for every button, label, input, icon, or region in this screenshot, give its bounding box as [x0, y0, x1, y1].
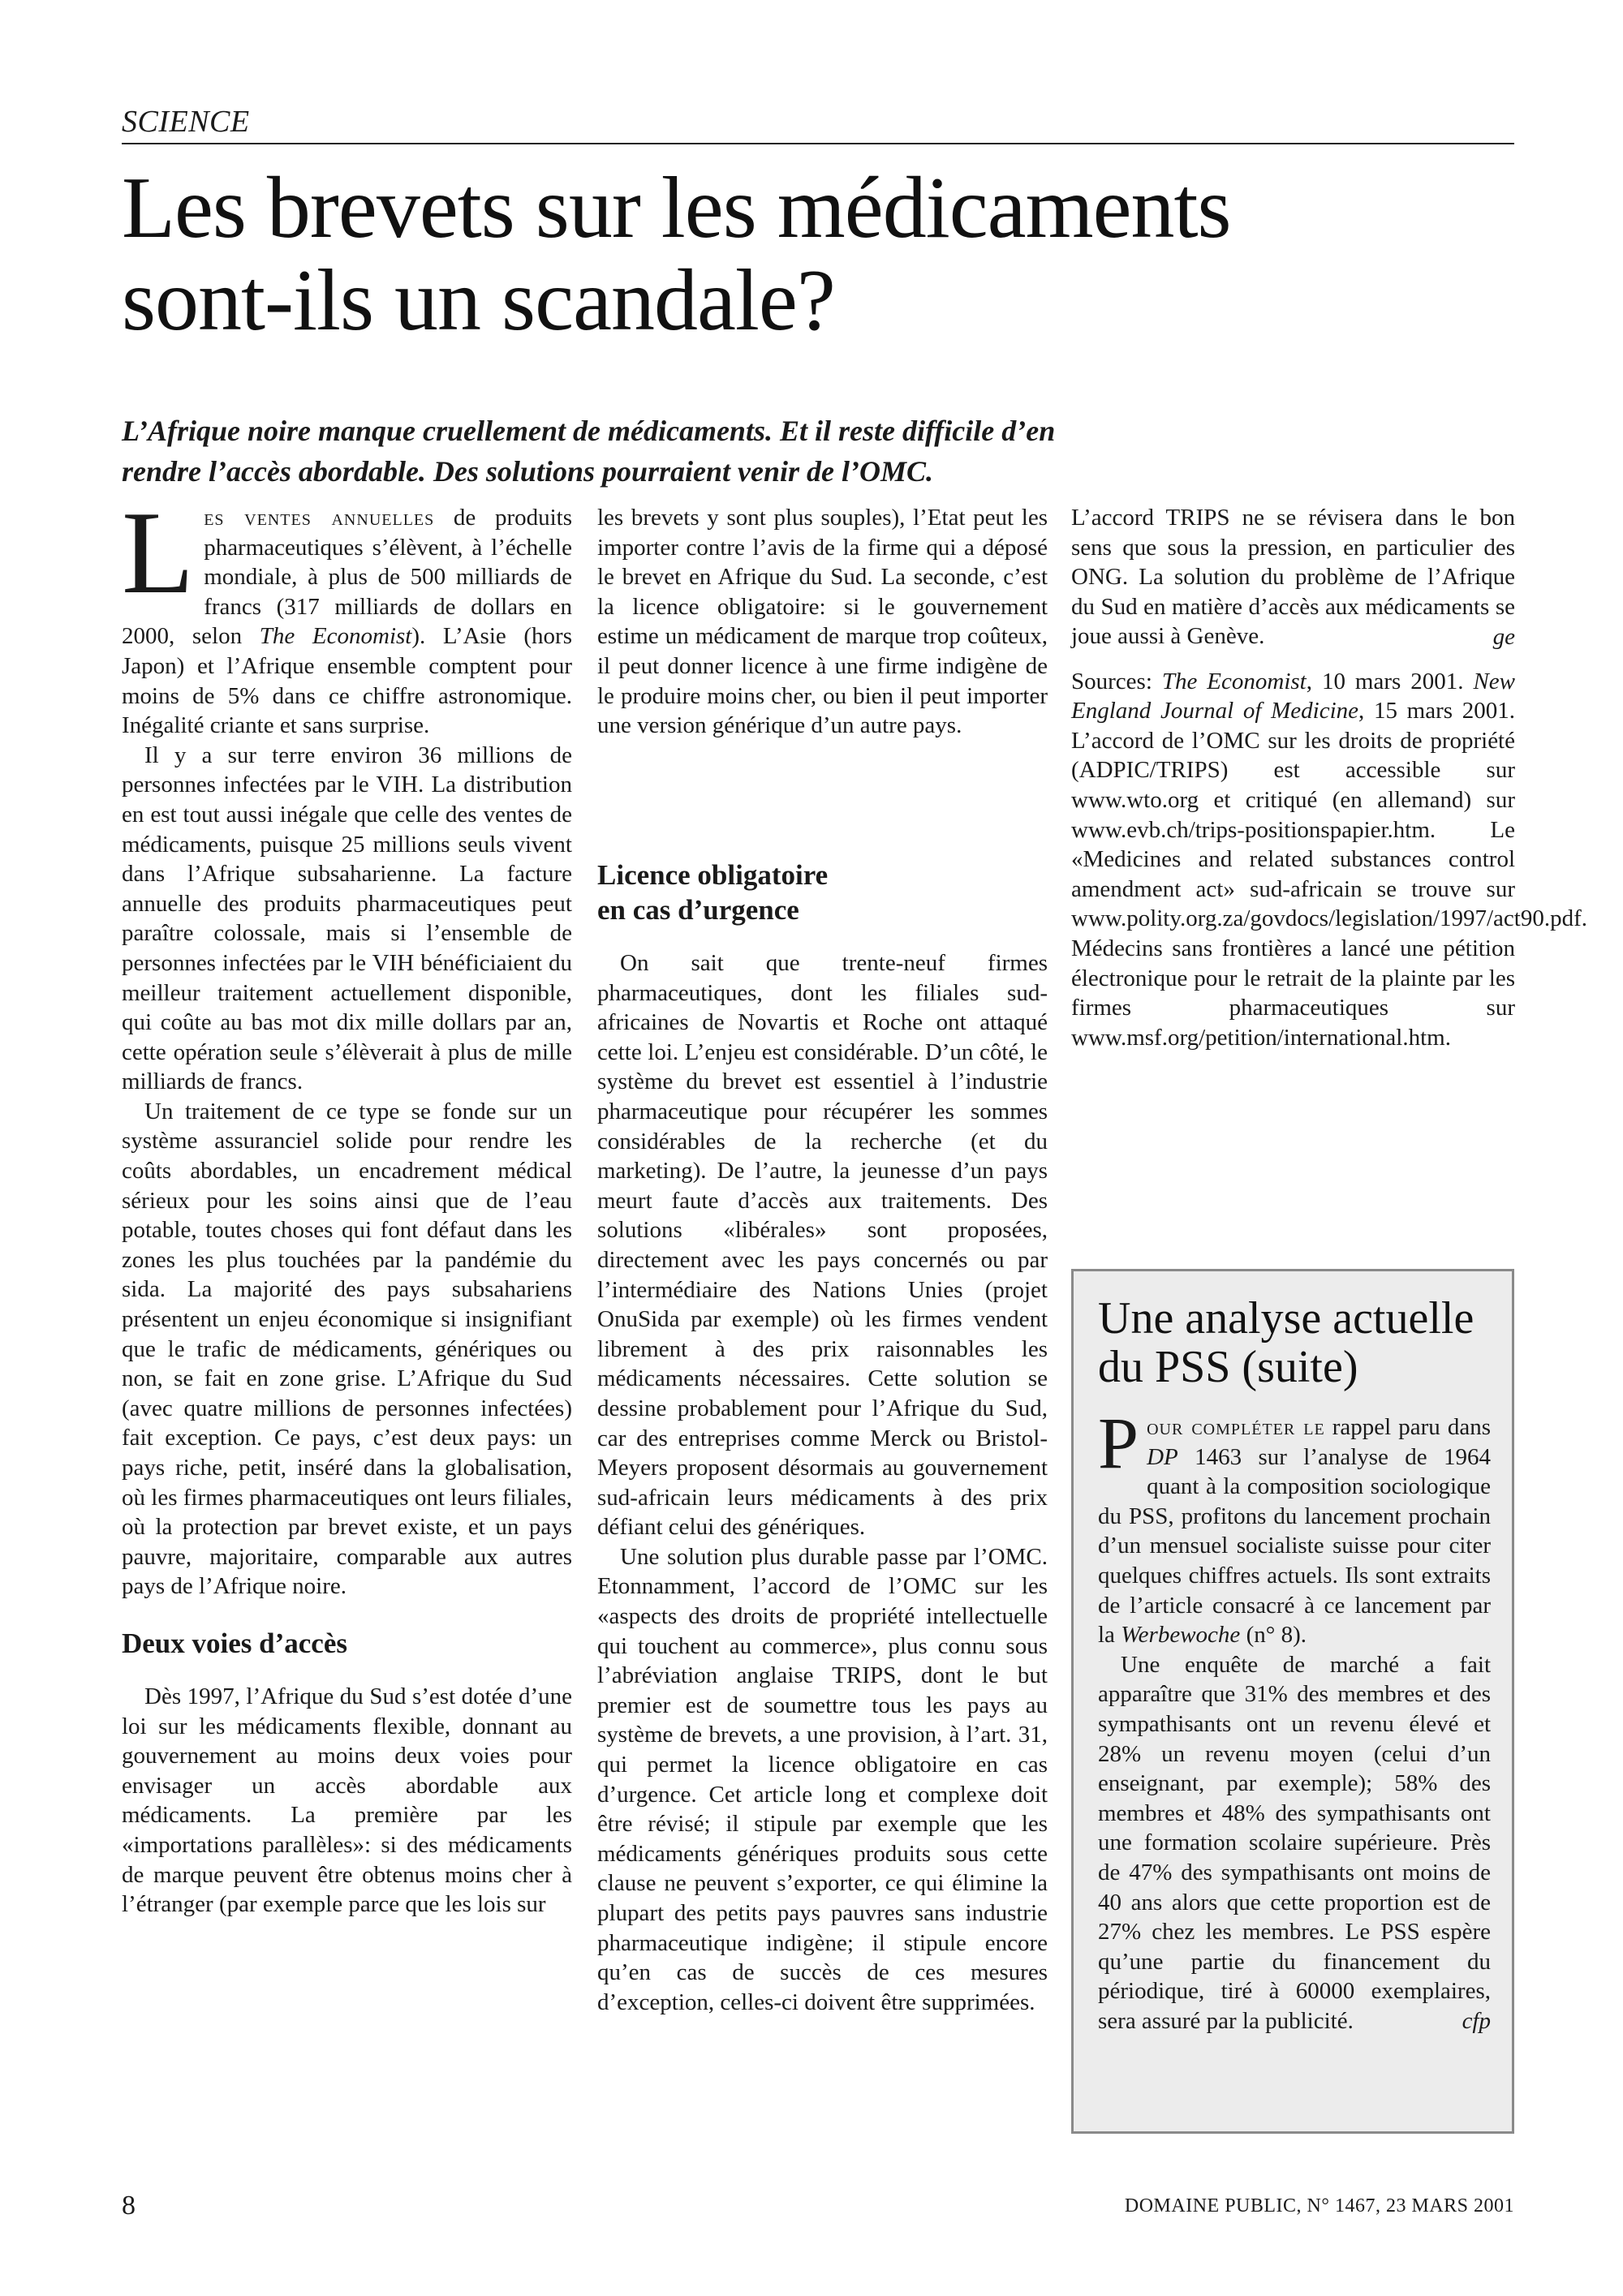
headline-line-1: Les brevets sur les médicaments — [122, 160, 1231, 256]
article-paragraph-continued: les brevets y sont plus souples), l’Etat peut les importer contre l’avis de la firme qui a déposé le brevet en Afrique du Sud. La seconde, c’est la licence obligatoire: si le gouvernement estime un médicament de marque trop coûteux, il peut donner licence à une firme indigène de le produire moins cher, ou bien il peut importer une version générique d’un autre pays. — [597, 505, 1048, 739]
article-paragraph-flow: Une solution plus durable passe par l’OMC. Etonnamment, l’accord de l’OMC sur les «aspects des droits de propriété intellectuelle qui touchent au commerce», plus connu sous l’abréviation anglaise TRIPS, dont le but premier est de soumettre tous les pays au système de brevets, a une provision, à l’art. 31, qui permet la licence obligatoire en cas d’urgence. Cet article long et complexe doit être révisé; il stipule par exemple que les médicaments génériques produits sous cette clause ne peuvent s’exporter, ce qui élimine la plupart des petits pays pauvres sans industrie pharmaceutique indigène; il stipule encore qu’en cas de succès de ces mesures d’exception, celles-ci doivent être supprimées. — [597, 1543, 1048, 2015]
sidebar-small-caps: our compléter le — [1147, 1414, 1325, 1440]
article-paragraph-flow: Dès 1997, l’Afrique du Sud s’est dotée d’une loi sur les médicaments flexible, donnant au gouvernement au moins deux voies pour envisager un accès abordable aux médicaments. La première par les «importations parallèles»: si des médicaments de marque peuvent être obtenus moins cher à l’étranger (par exemple parce que les lois sur — [122, 1683, 572, 1918]
intro-text-a: de produits pharmaceutiques s’élèvent, à l’échelle mondiale, à plus de 500 milliards de francs (317 milliards de dollars en 2000, selon — [122, 505, 572, 650]
subheading-deux-voies: Deux voies d’accès — [122, 1627, 348, 1659]
article-paragraph: On sait que trente-neuf firmes pharmaceutiques, dont les filiales sud-africaines de Novartis et Roche ont attaqué cette loi. L’enjeu est considérable. D’un côté, le système du brevet est essentiel à l’industrie pharmaceutique pour récupérer les sommes considérables de la recherche (et du marketing). De l’autre, la jeunesse d’un pays meurt faute d’accès aux traitements. Des solutions «libérales» sont proposées, directement avec les pays concernés ou par l’intermédiaire des Nations Unies (projet OnuSida par exemple) où les firmes vendent librement à des prix raisonnables les médicaments nécessaires. Cette solution se dessine probablement pour l’Afrique du Sud, car des entreprises comme Merck ou Bristol-Meyers proposent désormais au gouvernement sud-africain leurs médicaments à des prix défiant celui des génériques. — [597, 950, 1048, 1541]
sidebar-text-c: (n° 8). — [1240, 1622, 1307, 1649]
article-column-1 — [122, 487, 573, 1920]
subheading-licence-line-1: Licence obligatoire — [597, 859, 829, 891]
sidebar-text-b: 1463 sur l’analyse de 1964 quant à la composition sociologique du PSS, profitons du lancement prochain d’un mensuel socialiste suisse pour citer quelques chiffres actuels. Ils sont extraits de l’article consacré à ce lancement par la — [1098, 1443, 1491, 1649]
page-number: 8 — [122, 2191, 136, 2221]
sidebar-drop-cap: P — [1098, 1404, 1139, 1484]
sidebar-paragraph-intro — [1098, 1404, 1491, 1650]
sidebar-werbewoche: Werbewoche — [1121, 1622, 1241, 1649]
article-paragraph-continued: L’accord TRIPS ne se révisera dans le bon sens que sous la pression, en particulier des ONG. La solution du problème de l’Afrique du Sud en matière d’accès aux médicaments se joue aussi à Genève. — [1071, 505, 1515, 650]
drop-cap: L — [122, 487, 195, 618]
sidebar-title-line-1: Une analyse actuelle — [1098, 1293, 1474, 1344]
source-nejm: New England Journal of Medicine — [1071, 668, 1516, 724]
lede-line-2: rendre l’accès abordable. Des solutions pourraient venir de l’OMC. — [122, 455, 934, 488]
sources-label: Sources: — [1071, 668, 1162, 694]
sidebar-box — [1071, 1269, 1514, 2134]
sidebar-signature: cfp — [1462, 2007, 1491, 2034]
headline-line-2: sont-ils un scandale? — [122, 252, 835, 349]
publication-footer: DOMAINE PUBLIC, N° 1467, 23 MARS 2001 — [1124, 2195, 1514, 2216]
sources-text-2: , 15 mars 2001. L’accord de l’OMC sur les droits de propriété (ADPIC/TRIPS) est accessible sur www.wto.org et critiqué (en allemand) sur www.evb.ch/trips-positionspapier.htm. Le «Medicines and related substances control amendment act» sud-africain se trouve sur www.polity.org.za/govdocs/legislation/1997/act90.pdf. — [1071, 698, 1588, 932]
article-paragraph-intro — [122, 487, 573, 741]
sidebar-title — [1098, 1294, 1491, 1391]
section-rubric: SCIENCE — [122, 104, 1514, 144]
intro-text-b: ). L’Asie (hors Japon) et l’Afrique ensemble comptent pour moins de 5% dans ce chiffre astronomique. Inégalité criante et sans surprise. — [122, 623, 573, 739]
article-paragraph: Il y a sur terre environ 36 millions de personnes infectées par le VIH. La distribution en est tout aussi inégale que celle des ventes de médicaments, puisque 25 millions seuls vivent dans l’Afrique subsaharienne. La facture annuelle des produits pharmaceutiques peut paraître colossale, mais si l’ensemble de personnes infectées par le VIH bénéficiaient du meilleur traitement actuellement disponible, qui coûte au bas mot dix mille dollars par an, cette opération seule s’élèverait à plus de mille milliards de francs. — [122, 742, 572, 1095]
msf-note: Médecins sans frontières a lancé une pétition électronique pour le retrait de la plainte par les firmes pharmaceutiques sur www.msf.org/petition/international.htm. — [1071, 935, 1515, 1051]
sidebar-paragraph — [1098, 1650, 1491, 2036]
publication-name: The Economist — [259, 623, 412, 650]
subheading-licence-line-2: en cas d’urgence — [597, 894, 799, 926]
author-signature: ge — [1492, 623, 1515, 650]
lede-line-1: L’Afrique noire manque cruellement de médicaments. Et il reste difficile d’en — [122, 415, 1056, 447]
article-column-3 — [1071, 503, 1588, 1052]
sidebar-body — [1098, 1404, 1491, 2036]
intro-small-caps: es ventes annuelles — [204, 505, 435, 531]
sidebar-text-a: rappel paru dans — [1324, 1414, 1491, 1440]
sources-note — [1071, 667, 1588, 934]
sidebar-dp-reference: DP — [1147, 1443, 1178, 1470]
sidebar-title-line-2: du PSS (suite) — [1098, 1342, 1358, 1392]
article-headline — [122, 162, 1514, 347]
subheading-licence — [597, 858, 1048, 927]
sidebar-paragraph-text: Une enquête de marché a fait apparaître que 31% des membres et des sympathisants ont un revenu élevé et 28% un revenu moyen (celui d’un enseignant, par exemple); 58% des membres et 48% des sympathisants ont une formation scolaire supérieure. Près de 47% des sympathisants ont moins de 40 ans alors que cette proportion est de 27% chez les membres. Le PSS espère qu’une partie du financement du périodique, tiré à 60000 exemplaires, sera assuré par la publicité. — [1098, 1651, 1491, 2034]
article-paragraph: Un traitement de ce type se fonde sur un système assuranciel solide pour rendre les coûts abordables, un encadrement médical sérieux pour les soins ainsi que de l’eau potable, toutes choses qui font défaut dans les zones les plus touchées par la pandémie du sida. La majorité des pays subsahariens présentent un enjeu économique si insignifiant que le trafic de médicaments, génériques ou non, se fait en zone grise. L’Afrique du Sud (avec quatre millions de personnes infectées) fait exception. Ce pays, c’est deux pays: un pays riche, petit, inséré dans la globalisation, où les firmes pharmaceutiques ont leurs filiales, où la protection par brevet existe, et un pays pauvre, majoritaire, comparable aux autres pays de l’Afrique noire. — [122, 1098, 572, 1600]
article-lede — [122, 411, 1420, 492]
source-economist: The Economist — [1161, 668, 1307, 694]
sources-text-1: , 10 mars 2001. — [1306, 668, 1474, 694]
article-column-2 — [597, 503, 1048, 2045]
